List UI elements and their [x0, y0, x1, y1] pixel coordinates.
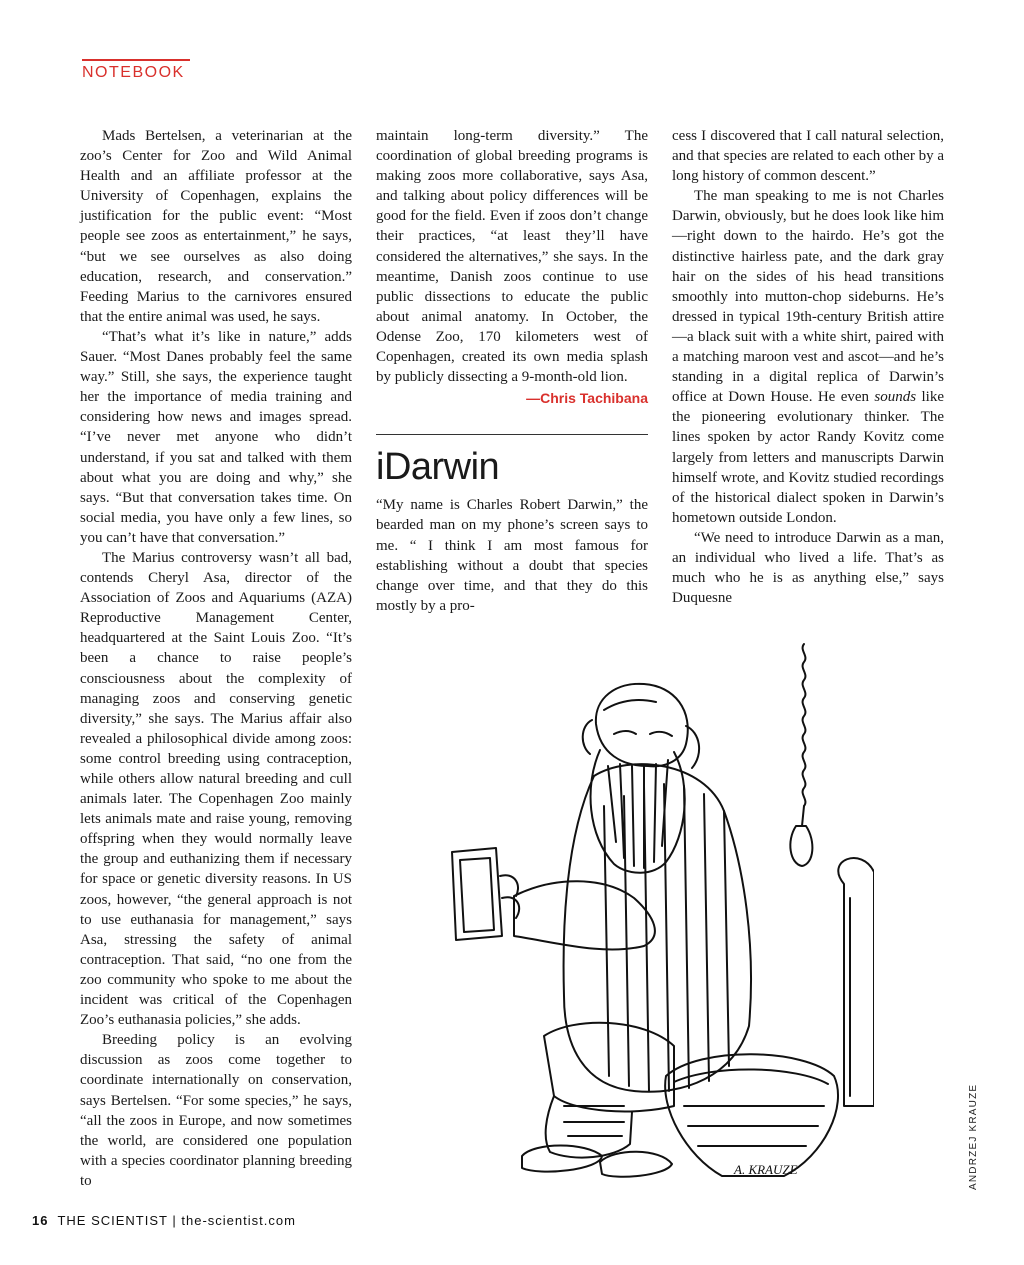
- column-1: [80, 126, 352, 1191]
- page-number: 16: [32, 1213, 49, 1228]
- paragraph: Breeding policy is an evolving discussion as zoos come together to coordinate internationally on conservation, says Bertelsen. “For some species,” he says, “all the zoos in Europe, and now sometimes the world, are considered one population with a species coordinator planning breeding to: [80, 1032, 352, 1189]
- darwin-figure: [452, 684, 751, 1177]
- darwin-illustration: [404, 636, 874, 1196]
- paragraph: “We need to introduce Darwin as a man, an individual who lived a life. That’s as much who he is as anything else,” says Duquesne: [672, 529, 944, 607]
- author-signoff: —Chris Tachibana: [526, 390, 648, 407]
- paragraph: The man speaking to me is not Charles Darwin, obviously, but he does look like him—right down to the hairdo. He’s got the distinctive hairless pate, and the dark gray hair on the sides of his head transitions smoothly into mutton-chop sideburns. He’s dressed in typical 19th-century British attire—a black suit with a white shirt, paired with a matching maroon vest and ascot—and he’s standing in a digital replica of Darwin’s office at Down House. He even sounds like the pioneering evolutionary thinker. The lines spoken by actor Randy Kovitz come largely from letters and manuscripts Darwin himself wrote, and Kovitz studied recordings of the historical dialect spoken in Darwin’s hometown outside London.: [672, 188, 944, 526]
- publication-name: THE SCIENTIST: [57, 1213, 168, 1228]
- paragraph: “My name is Charles Robert Darwin,” the bearded man on my phone’s screen says to me. “ I think I am most famous for establishing without a doubt that species change over time, and that they do this mostly by a pro-: [376, 497, 648, 614]
- footer-separator: |: [172, 1213, 177, 1228]
- paragraph: maintain long-term diversity.” The coordination of global breeding programs is making zoos more collaborative, says Asa, and talking about policy differences will be good for the field. Even if zoos don’t change their practices, “at least they’ll have considered the alternatives,” she says. In the meantime, Danish zoos continue to use public dissections to educate the public about animal anatomy. In October, the Odense Zoo, 170 kilometers west of Copenhagen, created its own media splash by publicly dissecting a 9-month-old lion.: [376, 128, 648, 386]
- paragraph: The Marius controversy wasn’t all bad, contends Cheryl Asa, director of the Association of Zoos and Aquariums (AZA) Reproductive Management Center, headquartered at the Saint Louis Zoo. “It’s been a chance to raise people’s consciousness about the complexity of managing zoos and conserving genetic diversity,” she says. The Marius affair also revealed a philosophical divide among zoos: some control breeding using contraception, while others allow natural breeding and cull animals later. The Copenhagen Zoo mainly lets animals mate and raise young, removing offspring when they would normally leave the group and euthanizing them if necessary for space or genetic diversity reasons. In US zoos, however, “the general approach is not to use euthanasia for management,” says Asa, stressing the safety of animal contraception. That said, “no one from the zoo community who spoke to me about the incident was critical of the Copenhagen Zoo’s euthanasia policies,” she adds.: [80, 549, 352, 1029]
- pull-chain-icon: [790, 644, 812, 866]
- paragraph: cess I discovered that I call natural selection, and that species are related to each other by a long history of common descent.”: [672, 128, 944, 185]
- section-label: NOTEBOOK: [82, 64, 185, 81]
- paragraph: Mads Bertelsen, a veterinarian at the zoo’s Center for Zoo and Wild Animal Health and an affiliate professor at the University of Copenhagen, explains the justification for the public event: “Most people see zoos as entertainment,” he says, “but we see ourselves as also doing education, research, and conservation.” Feeding Marius to the carnivores ensured that the entire animal was used, he says.: [80, 128, 352, 325]
- illustration-credit: ANDRZEJ KRAUZE: [968, 1083, 979, 1190]
- section-divider: [376, 434, 648, 435]
- artist-signature: A. KRAUZE: [734, 1162, 798, 1177]
- column-3: [672, 126, 944, 608]
- column-2: [376, 126, 648, 616]
- toilet-tank-icon: [838, 858, 874, 1106]
- page-footer: [32, 1213, 296, 1228]
- header-rule: [82, 59, 190, 61]
- paragraph: “That’s what it’s like in nature,” adds Sauer. “Most Danes probably feel the same way.” Still, she says, the experience taught her the importance of media training and considering how news and images spread. “I’ve never met anyone who didn’t understand, if you sat and talked with them about what you are doing and why,” she says. “But that conversation takes time. On social media, you have only a few lines, so you can’t have that conversation.”: [80, 328, 352, 546]
- section-title: iDarwin: [376, 446, 500, 489]
- website-url: the-scientist.com: [181, 1213, 296, 1228]
- toilet-bowl-icon: [665, 1054, 838, 1176]
- emphasis: sounds: [874, 389, 917, 406]
